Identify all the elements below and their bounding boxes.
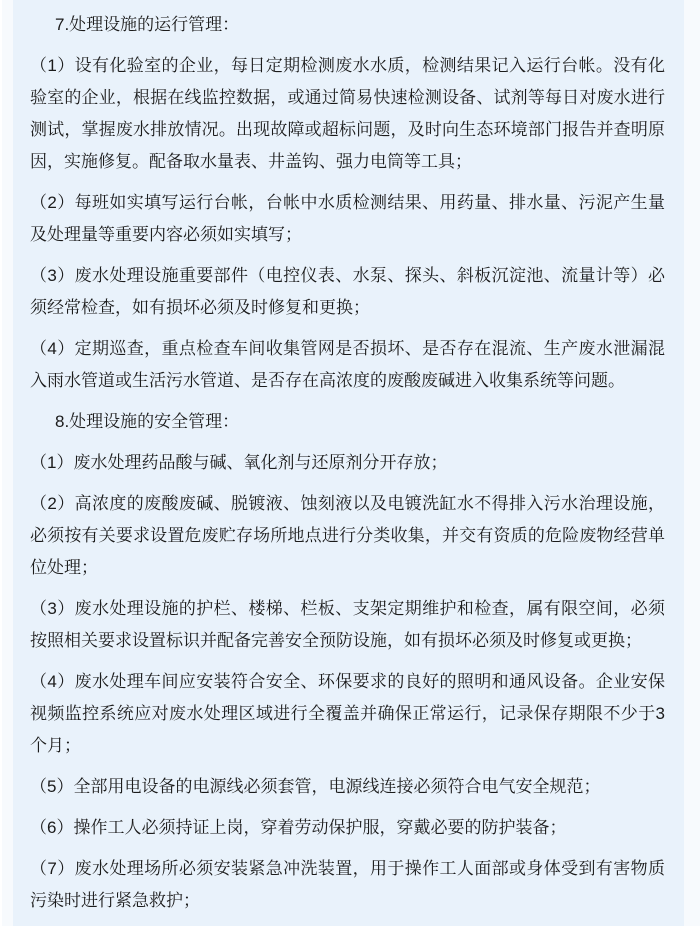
section-8-item-6: （6）操作工人必须持证上岗，穿着劳动保护服，穿戴必要的防护装备； <box>30 818 567 837</box>
right-gutter <box>687 0 700 926</box>
section-8-item-5: （5）全部用电设备的电源线必须套管，电源线连接必须符合电气安全规范； <box>30 777 601 796</box>
section-7-item-1: （1）设有化验室的企业，每日定期检测废水水质，检测结果记入运行台帐。没有化验室的企业，根据在线监控数据，或通过简易快速检测设备、试剂等每日对废水进行测试，掌握废水排放情况。出现故障或超标问题，及时向生态环境部门报告并查明原因，实施修复。配备取水量表、井盖钩、强力电筒等工具； <box>30 56 665 171</box>
section-7-heading: 7.处理设施的运行管理： <box>55 15 240 34</box>
section-7-item-3: （3）废水处理设施重要部件（电控仪表、水泵、探头、斜板沉淀池、流量计等）必须经常检查，如有损坏必须及时修复和更换； <box>30 266 665 317</box>
section-8-heading: 8.处理设施的安全管理： <box>55 412 240 431</box>
section-8-item-7: （7）废水处理场所必须安装紧急冲洗装置，用于操作工人面部或身体受到有害物质污染时进行紧急救护； <box>30 859 665 910</box>
section-7-item-2: （2）每班如实填写运行台帐，台帐中水质检测结果、用药量、排水量、污泥产生量及处理量等重要内容必须如实填写； <box>30 193 665 244</box>
section-8-item-4: （4）废水处理车间应安装符合安全、环保要求的良好的照明和通风设备。企业安保视频监控系统应对废水处理区域进行全覆盖并确保正常运行，记录保存期限不少于3个月； <box>30 672 665 755</box>
section-7-item-4: （4）定期巡查，重点检查车间收集管网是否损坏、是否存在混流、生产废水泄漏混入雨水管道或生活污水管道、是否存在高浓度的废酸废碱进入收集系统等问题。 <box>30 339 665 390</box>
document-body <box>13 0 684 926</box>
section-8-item-3: （3）废水处理设施的护栏、楼梯、栏板、支架定期维护和检查，属有限空间，必须按照相关要求设置标识并配备完善安全预防设施，如有损坏必须及时修复或更换； <box>30 599 665 650</box>
section-8-item-2: （2）高浓度的废酸废碱、脱镀液、蚀刻液以及电镀洗缸水不得排入污水治理设施，必须按有关要求设置危废贮存场所地点进行分类收集，并交有资质的危险废物经营单位处理； <box>30 494 665 577</box>
section-8-item-1: （1）废水处理药品酸与碱、氧化剂与还原剂分开存放； <box>30 453 448 472</box>
